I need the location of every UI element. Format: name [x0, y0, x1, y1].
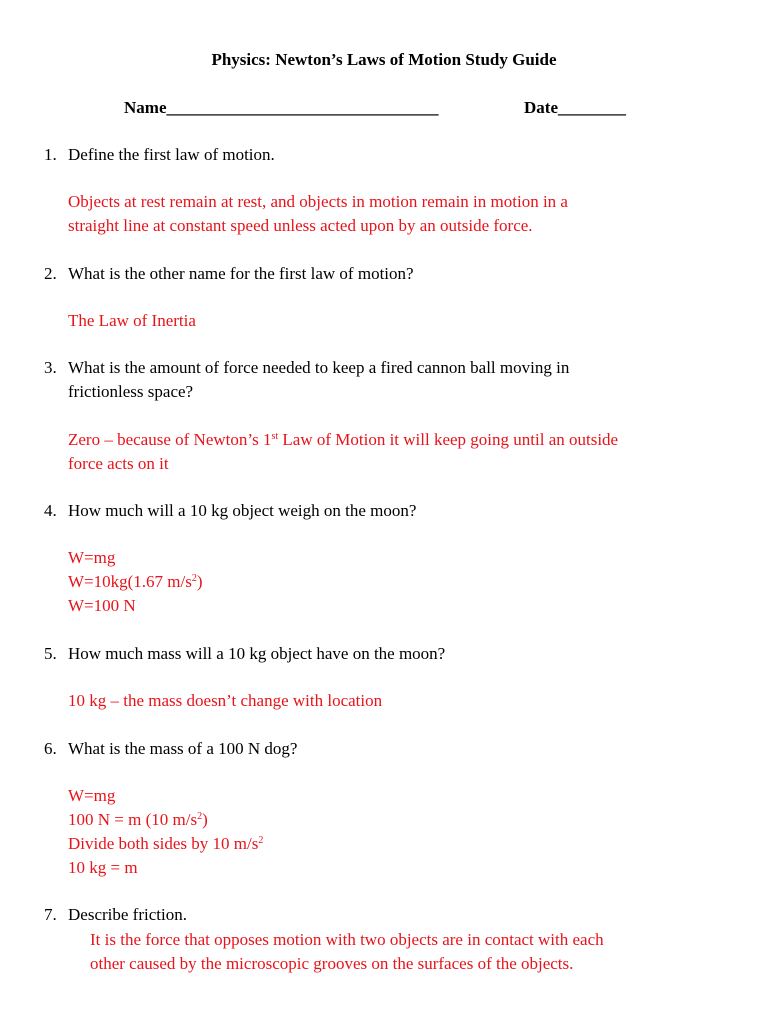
question-number: 5.: [44, 644, 57, 663]
superscript: 2: [191, 573, 197, 584]
question-number: 3.: [44, 358, 57, 377]
question-1: [44, 143, 734, 167]
name-blank: ________________________________: [166, 98, 439, 117]
date-blank: ________: [557, 98, 626, 117]
answer-2: [68, 309, 738, 333]
answer-line: 10 kg – the mass doesn’t change with location: [68, 691, 383, 710]
name-field: [124, 96, 438, 120]
question-5: [44, 642, 734, 666]
date-field: [524, 96, 626, 120]
answer-line: W=mg: [68, 548, 116, 567]
question-number: 6.: [44, 739, 57, 758]
answer-line: W=mg: [68, 786, 116, 805]
answer-line: [68, 808, 738, 832]
name-label: Name: [124, 98, 167, 117]
question-4: [44, 499, 734, 523]
superscript: st: [271, 431, 279, 442]
superscript: 2: [197, 811, 203, 822]
answer-line: straight line at constant speed unless acted upon by an outside force.: [68, 216, 533, 235]
question-number: 4.: [44, 501, 57, 520]
question-6: [44, 737, 734, 761]
answer-line: The Law of Inertia: [68, 311, 196, 330]
superscript: 2: [258, 835, 264, 846]
page-title: Physics: Newton’s Laws of Motion Study Guide: [211, 50, 557, 69]
answer-line: It is the force that opposes motion with two objects are in contact with each: [90, 930, 604, 949]
question-text-line: What is the amount of force needed to keep a fired cannon ball moving in: [68, 358, 570, 377]
question-3: [44, 356, 734, 404]
question-text: Define the first law of motion.: [68, 145, 275, 164]
answer-text: ): [202, 810, 208, 829]
answer-text: 100 N = m (10 m/s: [68, 810, 198, 829]
question-2: [44, 262, 734, 286]
question-7: [44, 903, 734, 927]
question-number: 7.: [44, 905, 57, 924]
answer-text: Zero – because of Newton’s 1: [68, 430, 272, 449]
answer-5: [68, 689, 738, 713]
question-text-line: frictionless space?: [68, 382, 194, 401]
question-text: What is the other name for the first law of motion?: [68, 264, 414, 283]
answer-6: [68, 784, 738, 880]
answer-7: [90, 928, 730, 976]
answer-line: force acts on it: [68, 454, 169, 473]
question-number: 1.: [44, 145, 57, 164]
question-number: 2.: [44, 264, 57, 283]
answer-text: Law of Motion it will keep going until an outside: [278, 430, 619, 449]
question-text: What is the mass of a 100 N dog?: [68, 739, 298, 758]
question-text: How much mass will a 10 kg object have on the moon?: [68, 644, 446, 663]
answer-text: ): [196, 572, 203, 591]
answer-line: other caused by the microscopic grooves on the surfaces of the objects.: [90, 954, 574, 973]
answer-line: [68, 428, 738, 452]
answer-text: W=10kg(1.67 m/s: [68, 572, 192, 591]
answer-4: [68, 546, 738, 618]
answer-line: [68, 570, 738, 594]
answer-line: W=100 N: [68, 596, 136, 615]
question-text: Describe friction.: [68, 905, 187, 924]
question-text: How much will a 10 kg object weigh on the moon?: [68, 501, 417, 520]
answer-line: Objects at rest remain at rest, and objects in motion remain in motion in a: [68, 192, 568, 211]
answer-1: [68, 190, 738, 238]
date-label: Date: [524, 98, 558, 117]
answer-line: 10 kg = m: [68, 858, 138, 877]
answer-line: [68, 832, 738, 856]
answer-3: [68, 428, 738, 476]
answer-text: Divide both sides by 10 m/s: [68, 834, 259, 853]
